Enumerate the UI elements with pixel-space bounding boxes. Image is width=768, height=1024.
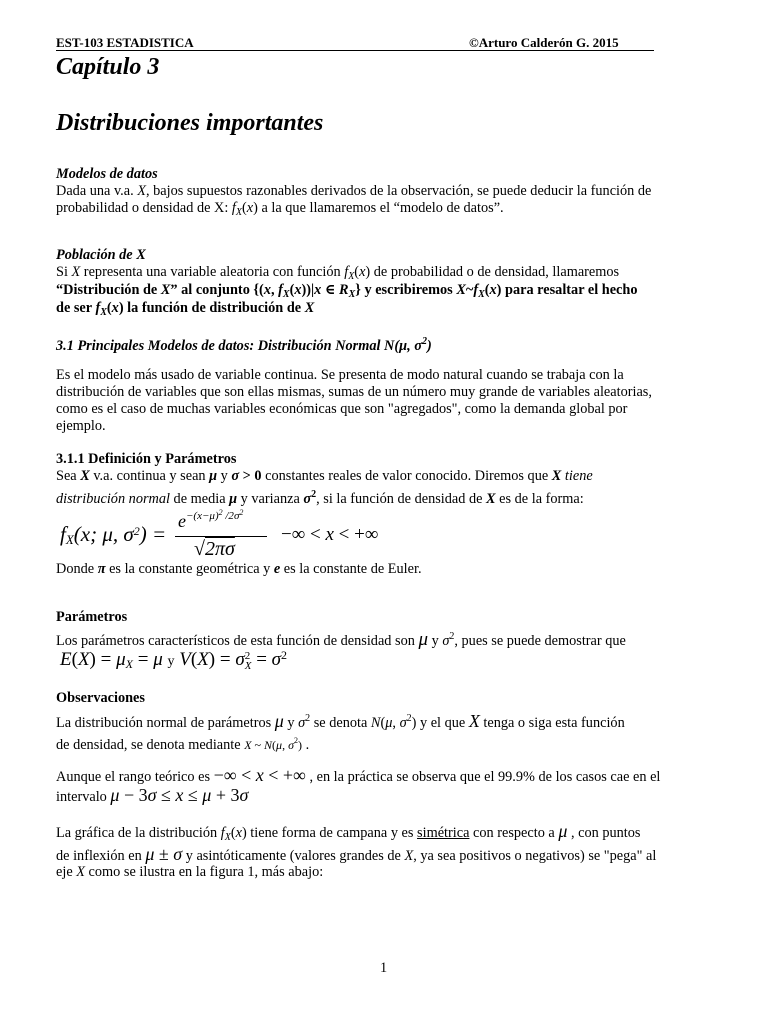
sec31-line-3: como es el caso de muchas variables económicas que son "agregados", como la demanda global por: [56, 401, 628, 417]
poblacion-line-1: Si X representa una variable aleatoria con función $f_X(x)$ de probabilidad o de densidad, llamaremos: [56, 264, 620, 282]
obs-line-3: Aunque el rango teórico es −∞ < x < +∞ , en la práctica se observa que el 99.9% de los casos cae en el: [56, 765, 661, 785]
modelos-line-2: probabilidad o densidad de X: $f_X(x)$ a la que llamaremos el “modelo de datos”.: [56, 200, 504, 218]
obs-line-2: de densidad, se denota mediante X ~ N(μ, $\sigma^2$) .: [56, 736, 310, 753]
section-heading-poblacion: Población de X: [56, 247, 146, 263]
sec311-line-1: Sea X v.a. continua y sean μ y σ > 0 constantes reales de valor conocido. Diremos que X tiene: [56, 468, 593, 484]
section-heading-3-1-1: 3.1.1 Definición y Parámetros: [56, 451, 237, 467]
poblacion-line-2: “Distribución de X” al conjunto {(x, $f_X(x))|x$ ∈ $R_X$} y escribiremos $X\sim f_X(x)$ para resaltar el hecho: [56, 282, 638, 300]
density-formula-denominator: √2πσ: [194, 538, 235, 560]
header-course: EST-103 ESTADISTICA: [56, 35, 194, 50]
section-heading-modelos: Modelos de datos: [56, 166, 158, 182]
sec31-line-4: ejemplo.: [56, 418, 106, 434]
density-formula-range: −∞ < x < +∞: [281, 524, 379, 545]
density-fraction-bar: [175, 536, 267, 537]
parametros-line-1: Los parámetros característicos de esta función de densidad son μ y $\sigma^2$, pues se puede demostrar que: [56, 629, 626, 650]
section-heading-observaciones: Observaciones: [56, 690, 145, 706]
header-author: Arturo Calderón G. 2015: [478, 35, 619, 50]
section-heading-3-1: 3.1 Principales Modelos de datos: Distribución Normal N(μ, $\sigma^2$): [56, 336, 432, 354]
obs-line-5: La gráfica de la distribución $f_X(x)$ tiene forma de campana y es simétrica con respecto a μ , con puntos: [56, 821, 641, 843]
page-title: Distribuciones importantes: [56, 110, 324, 136]
page-number: 1: [380, 960, 388, 976]
section-heading-parametros: Parámetros: [56, 609, 128, 625]
parametros-formula: $E(X) = \mu_X = \mu$ y V(X) = σ2 $X = \sigma^2$: [60, 648, 288, 672]
poblacion-line-3: de ser $f_X(x)$ la función de distribución de X: [56, 300, 315, 318]
chapter-heading: Capítulo 3: [56, 54, 160, 80]
density-formula-numerator: $e^{-(x-\mu)^2 /2\sigma^2}$: [178, 508, 244, 531]
sec31-line-2: distribución de variables que son ellas mismas, sumas de un número muy grande de variables aleatorias,: [56, 384, 652, 400]
header-author-block: [469, 35, 619, 51]
density-formula-lhs: $f_X(x$; μ, $\sigma^2$) =: [60, 522, 167, 547]
obs-line-1: La distribución normal de parámetros μ y $\sigma^2$ se denota N(μ, $\sigma^2$) y el que X tenga o siga esta función: [56, 711, 625, 731]
sec31-line-1: Es el modelo más usado de variable continua. Se presenta de modo natural cuando se trabaja con la: [56, 367, 624, 383]
simetrica-underlined: simétrica: [417, 825, 470, 841]
sec311-line-2: distribución normal de media μ y varianza $\sigma^2$, si la función de densidad de X es de la forma:: [56, 489, 584, 507]
header-rule: [56, 50, 654, 51]
obs-line-6: de inflexión en μ ± σ y asintóticamente (valores grandes de X, ya sea positivos o negativos) se "pega" al: [56, 844, 657, 864]
obs-line-4: intervalo μ − 3σ ≤ x ≤ μ + 3σ: [56, 785, 249, 805]
donde-line: Donde π es la constante geométrica y e es la constante de Euler.: [56, 561, 422, 577]
modelos-line-1: Dada una v.a. X, bajos supuestos razonables derivados de la observación, se puede deducir la función de: [56, 183, 652, 199]
obs-line-7: eje X como se ilustra en la figura 1, más abajo:: [56, 864, 324, 880]
copyright-icon: ©: [469, 35, 479, 50]
